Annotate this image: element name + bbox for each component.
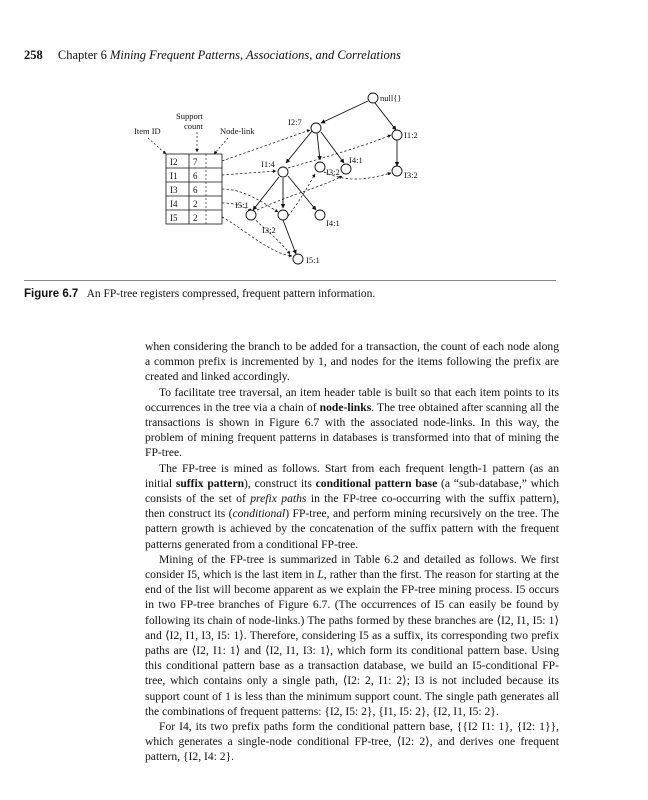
node-i5-1-a: I5:1 [235,200,249,210]
row-count: 2 [193,199,198,209]
row-item: I3 [170,185,178,195]
term-conditional-pattern-base: conditional pattern base [315,476,438,490]
row-item: I4 [170,199,178,209]
col-item-label: Item ID [134,126,161,136]
fp-tree-figure [110,86,440,272]
page-number: 258 [24,48,43,62]
term-suffix-pattern: suffix pattern [175,476,245,490]
caption-label: Figure 6.7 [24,288,79,300]
caption-rule [24,280,556,281]
chapter-label: Chapter 6 [57,48,107,62]
paragraph-2: To facilitate tree traversal, an item header table is built so that each item points to its occurrences in the tree via a chain of node-links. The tree obtained after scanning all the transactions is shown in Figure 6.7 with the associated node-links. In this way, the problem of mining frequent patterns in databases is transformed into that of mining the FP-tree. [145,385,560,460]
paragraph-5: For I4, its two prefix paths form the conditional pattern base, {{I2 I1: 1}, {I2: 1}}, which generates a single-node conditional FP-tree, ⟨I2: 2⟩, and derives one frequent pattern, {I2, I4: 2}. [145,720,559,764]
paragraph-1: when considering the branch to be added for a transaction, the count of each node along a common prefix is incremented by 1, and nodes for the items following the prefix are created and linked accordingly. [145,340,559,384]
symbol-l: L [317,568,324,582]
body-text [145,339,559,765]
row-count: 6 [193,185,198,195]
node-i3-2-b: I3:2 [404,170,418,180]
col-nodelink-label: Node-link [220,126,255,136]
figure-caption [24,288,584,300]
header-table [166,154,222,224]
node-root: null{} [380,93,402,103]
paragraph-3: The FP-tree is mined as follows. Start from each frequent length-1 pattern (as an initial suffix pattern), construct its conditional pattern base (a “sub-database,” which consists of the set of prefix paths in the FP-tree co-occurring with the suffix pattern), then construct its (conditional) FP-tree, and perform mining recursively on the tree. The pattern growth is achieved by the concatenation of the suffix pattern with the frequent patterns generated from a conditional FP-tree. [145,461,560,551]
node-i4-1-b: I4:1 [326,218,340,228]
row-count: 6 [193,171,198,181]
row-item: I2 [170,157,178,167]
node-i2-7: I2:7 [288,117,302,127]
col-support-label-1: Support [176,111,203,121]
col-support-label-2: count [184,121,203,131]
term-node-links: node-links [319,400,372,414]
chapter-title: Mining Frequent Patterns, Associations, and Correlations [109,48,401,62]
node-i1-2: I1:2 [404,130,418,140]
running-header [24,48,624,64]
term-conditional: conditional [232,507,286,521]
node-i4-1-a: I4:1 [349,155,363,165]
term-prefix-paths: prefix paths [250,492,307,506]
node-i3-2-a: I3:2 [326,167,340,177]
node-i3-2-c: I3:2 [262,225,276,235]
row-count: 2 [193,213,198,223]
row-item: I1 [170,171,178,181]
node-i5-1-b: I5:1 [306,255,320,265]
node-i1-4: I1:4 [261,159,275,169]
caption-text: An FP-tree registers compressed, frequent pattern information. [86,288,376,300]
paragraph-4: Mining of the FP-tree is summarized in Table 6.2 and detailed as follows. We first consider I5, which is the last item in L, rather than the first. The reason for starting at the end of the list will become apparent as we explain the FP-tree mining process. I5 occurs in two FP-tree branches of Figure 6.7. (The occurrences of I5 can easily be found by following its chain of node-links.) The paths formed by these branches are ⟨I2, I1, I5: 1⟩ and ⟨I2, I1, I3, I5: 1⟩. Therefore, considering I5 as a suffix, its corresponding two prefix paths are ⟨I2, I1: 1⟩ and ⟨I2, I1, I3: 1⟩, which form its conditional pattern base. Using this conditional pattern base as a transaction database, we build an I5-conditional FP-tree, which contains only a single path, ⟨I2: 2, I1: 2⟩; I3 is not included because its support count of 1 is less than the minimum support count. The single path generates all the combinations of frequent patterns: {I2, I5: 2}, {I1, I5: 2}, {I2, I1, I5: 2}. [145,552,559,718]
row-count: 7 [193,157,198,167]
row-item: I5 [170,213,178,223]
